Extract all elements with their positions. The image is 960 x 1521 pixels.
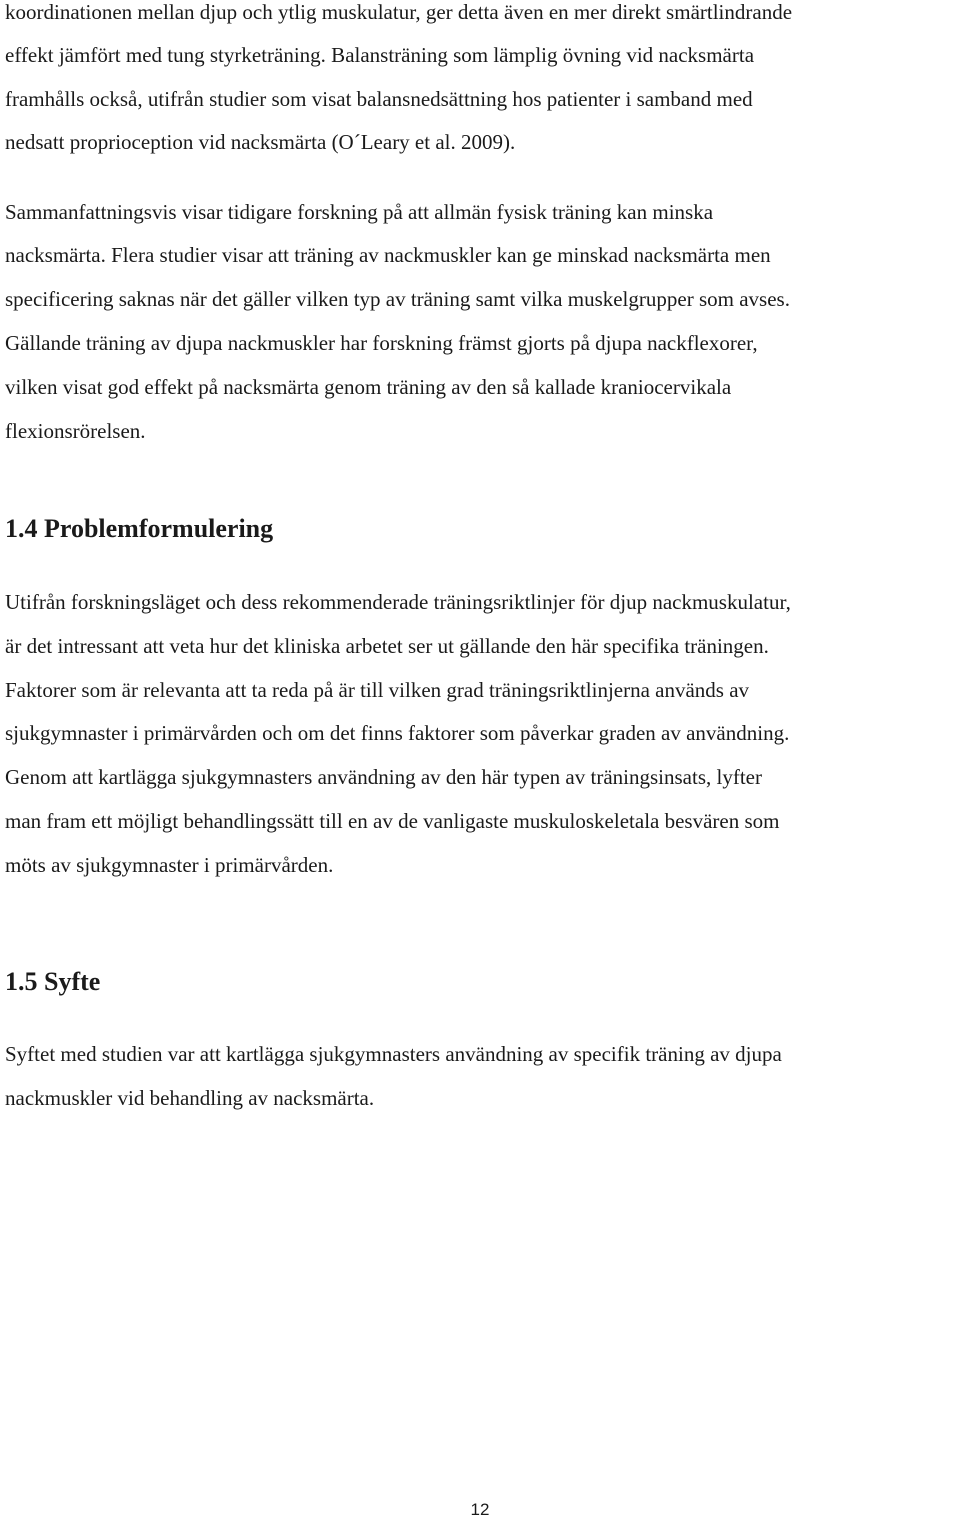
text-line: är det intressant att veta hur det kliniska arbetet ser ut gällande den här specifika träningen.	[5, 634, 769, 658]
text-line: Utifrån forskningsläget och dess rekommenderade träningsriktlinjer för djup nackmuskulatur,	[5, 590, 791, 614]
text-line: flexionsrörelsen.	[5, 419, 146, 443]
text-line: vilken visat god effekt på nacksmärta genom träning av den så kallade kraniocervikala	[5, 375, 732, 399]
text-line: specificering saknas när det gäller vilken typ av träning samt vilka muskelgrupper som avses.	[5, 287, 790, 311]
section-heading-syfte: 1.5 Syfte	[5, 967, 101, 996]
text-line: nacksmärta. Flera studier visar att träning av nackmuskler kan ge minskad nacksmärta men	[5, 243, 771, 267]
text-line: man fram ett möjligt behandlingssätt till en av de vanligaste muskuloskeletala besvären som	[5, 809, 780, 833]
text-line: nackmuskler vid behandling av nacksmärta.	[5, 1086, 375, 1110]
text-line: Sammanfattningsvis visar tidigare forskning på att allmän fysisk träning kan minska	[5, 200, 714, 224]
section-heading-problemformulering: 1.4 Problemformulering	[5, 514, 274, 543]
text-line: framhålls också, utifrån studier som visat balansnedsättning hos patienter i samband med	[5, 87, 753, 111]
text-line: effekt jämfört med tung styrketräning. Balansträning som lämplig övning vid nacksmärta	[5, 43, 755, 67]
text-line: sjukgymnaster i primärvården och om det finns faktorer som påverkar graden av användning.	[5, 721, 790, 745]
text-line: Syftet med studien var att kartlägga sjukgymnasters användning av specifik träning av djupa	[5, 1042, 782, 1066]
text-line: möts av sjukgymnaster i primärvården.	[5, 853, 334, 877]
text-line: nedsatt proprioception vid nacksmärta (O´Leary et al. 2009).	[5, 130, 516, 154]
text-line: Faktorer som är relevanta att ta reda på är till vilken grad träningsriktlinjerna används av	[5, 678, 750, 702]
page-number: 12	[470, 1500, 490, 1519]
text-line: Genom att kartlägga sjukgymnasters användning av den här typen av träningsinsats, lyfter	[5, 765, 762, 789]
text-line: koordinationen mellan djup och ytlig muskulatur, ger detta även en mer direkt smärtlindrande	[5, 0, 793, 24]
text-line: Gällande träning av djupa nackmuskler har forskning främst gjorts på djupa nackflexorer,	[5, 331, 758, 355]
